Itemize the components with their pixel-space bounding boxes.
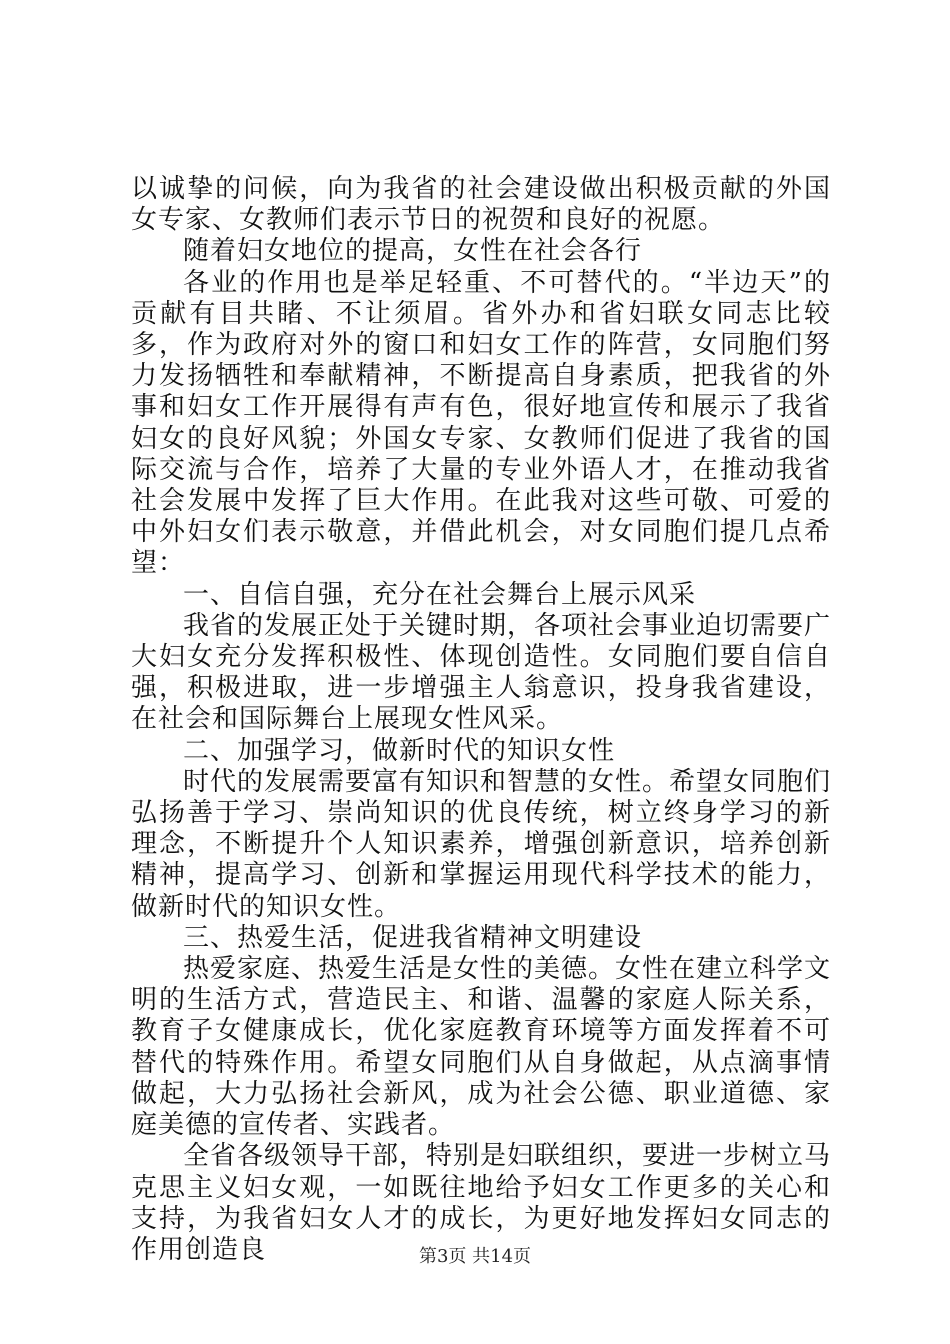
paragraph: 各业的作用也是举足轻重、不可替代的。“半边天”的贡献有目共睹、不让须眉。省外办和省妇联女同志比较多，作为政府对外的窗口和妇女工作的阵营，女同胞们努力发扬牺牲和奉献精神，不断提高自身素质，把我省的外事和妇女工作开展得有声有色，很好地宣传和展示了我省妇女的良好风貌；外国女专家、女教师们促进了我省的国际交流与合作，培养了大量的专业外语人才，在推动我省社会发展中发挥了巨大作用。在此我对这些可敬、可爱的中外妇女们表示敬意，并借此机会，对女同胞们提几点希望： bbox=[131, 267, 831, 579]
paragraph: 全省各级领导干部，特别是妇联组织，要进一步树立马克思主义妇女观，一如既往地给予妇女工作更多的关心和支持，为我省妇女人才的成长，为更好地发挥妇女同志的作用创造良 bbox=[131, 1141, 832, 1265]
section-heading: 二、加强学习，做新时代的知识女性 bbox=[183, 735, 616, 766]
paragraph: 我省的发展正处于关键时期，各项社会事业迫切需要广大妇女充分发挥积极性、体现创造性。女同胞们要自信自强，积极进取，进一步增强主人翁意识，投身我省建设，在社会和国际舞台上展现女性风采。 bbox=[131, 610, 832, 735]
paragraph: 时代的发展需要富有知识和智慧的女性。希望女同胞们弘扬善于学习、崇尚知识的优良传统，树立终身学习的新理念，不断提升个人知识素养，增强创新意识，培养创新精神，提高学习、创新和掌握运用现代科学技术的能力，做新时代的知识女性。 bbox=[131, 766, 832, 922]
paragraph: 以诚挚的问候，向为我省的社会建设做出积极贡献的外国女专家、女教师们表示节日的祝贺和良好的祝愿。 bbox=[131, 174, 831, 236]
section-heading: 一、自信自强，充分在社会舞台上展示风采 bbox=[183, 579, 697, 610]
document-body bbox=[131, 174, 831, 1266]
paragraph: 热爱家庭、热爱生活是女性的美德。女性在建立科学文明的生活方式，营造民主、和谐、温馨的家庭人际关系，教育子女健康成长，优化家庭教育环境等方面发挥着不可替代的特殊作用。希望女同胞们从自身做起，从点滴事情做起，大力弘扬社会新风，成为社会公德、职业道德、家庭美德的宣传者、实践者。 bbox=[131, 954, 832, 1141]
section-heading: 三、热爱生活，促进我省精神文明建设 bbox=[183, 922, 643, 953]
page-number-footer: 第3页 共14页 bbox=[418, 1246, 532, 1267]
paragraph: 随着妇女地位的提高，女性在社会各行 bbox=[183, 236, 643, 267]
